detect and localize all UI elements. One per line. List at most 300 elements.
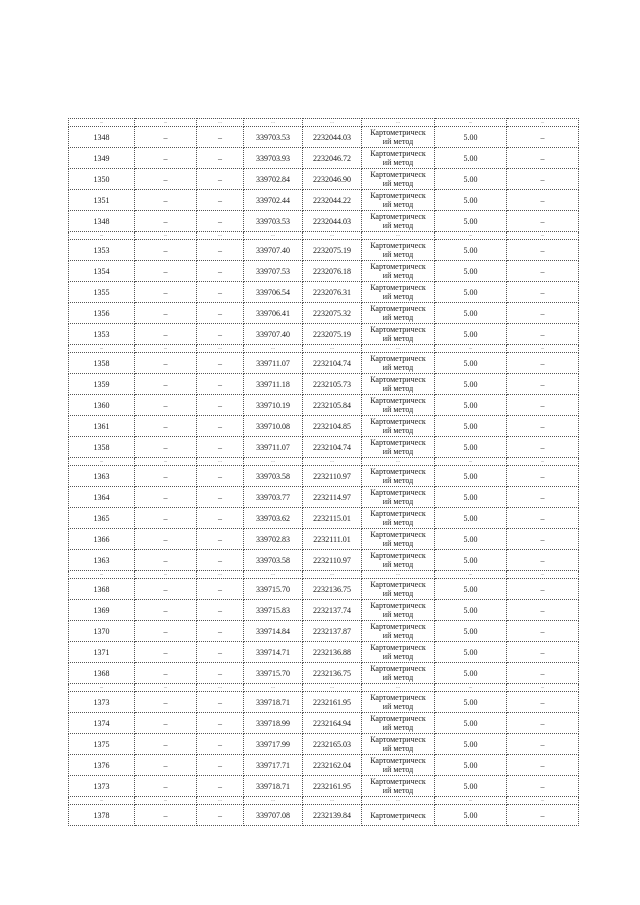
method-cell — [362, 692, 435, 713]
separator-cell: ... — [435, 458, 507, 466]
col8-cell: – — [507, 734, 579, 755]
point-number-cell: 1348 — [69, 211, 135, 232]
separator-cell: ... — [69, 345, 135, 353]
col2-cell: – — [135, 324, 197, 345]
y-coordinate-cell: 2232044.22 — [303, 190, 362, 211]
separator-cell: ... — [197, 797, 244, 805]
y-coordinate-cell: 2232075.19 — [303, 240, 362, 261]
method-line2: ий метод — [382, 200, 414, 209]
method-line2: ий метод — [382, 631, 414, 640]
method-line2: ий метод — [382, 426, 414, 435]
method-line1: Картометрическ — [370, 580, 426, 589]
point-number-cell: 1353 — [69, 324, 135, 345]
table-row — [69, 261, 579, 282]
method-line1: Картометрическ — [370, 664, 426, 673]
point-number-cell: 1375 — [69, 734, 135, 755]
col2-cell: – — [135, 127, 197, 148]
point-number-cell: 1358 — [69, 437, 135, 458]
method-line2: ий метод — [382, 476, 414, 485]
col3-cell: – — [197, 190, 244, 211]
col3-cell: – — [197, 713, 244, 734]
accuracy-cell: 5.00 — [435, 240, 507, 261]
y-coordinate-cell: 2232104.85 — [303, 416, 362, 437]
separator-cell: ... — [362, 345, 435, 353]
x-coordinate-cell: 339715.70 — [244, 663, 303, 684]
y-coordinate-cell: 2232164.94 — [303, 713, 362, 734]
y-coordinate-cell: 2232075.32 — [303, 303, 362, 324]
x-coordinate-cell: 339715.83 — [244, 600, 303, 621]
col2-cell: – — [135, 600, 197, 621]
accuracy-cell: 5.00 — [435, 211, 507, 232]
y-coordinate-cell: 2232111.01 — [303, 529, 362, 550]
method-line1: Картометрическ — [370, 735, 426, 744]
method-line1: Картометрическ — [370, 262, 426, 271]
method-line1: Картометрическ — [370, 551, 426, 560]
accuracy-cell: 5.00 — [435, 148, 507, 169]
method-cell — [362, 487, 435, 508]
col8-cell: – — [507, 324, 579, 345]
method-line2: ий метод — [382, 179, 414, 188]
table-row — [69, 466, 579, 487]
method-cell — [362, 374, 435, 395]
col2-cell: – — [135, 148, 197, 169]
separator-cell: ... — [435, 684, 507, 692]
separator-cell: ... — [69, 797, 135, 805]
accuracy-cell: 5.00 — [435, 805, 507, 826]
table-row — [69, 169, 579, 190]
col8-cell: – — [507, 466, 579, 487]
method-line1: Картометрическ — [370, 643, 426, 652]
method-line2: ий метод — [382, 744, 414, 753]
method-line2: ий метод — [382, 786, 414, 795]
x-coordinate-cell: 339714.71 — [244, 642, 303, 663]
table-row — [69, 755, 579, 776]
table-row — [69, 805, 579, 826]
x-coordinate-cell: 339707.40 — [244, 240, 303, 261]
x-coordinate-cell: 339717.99 — [244, 734, 303, 755]
y-coordinate-cell: 2232110.97 — [303, 550, 362, 571]
accuracy-cell: 5.00 — [435, 416, 507, 437]
coordinates-table — [68, 118, 579, 826]
x-coordinate-cell: 339715.70 — [244, 579, 303, 600]
col2-cell: – — [135, 663, 197, 684]
col2-cell: – — [135, 261, 197, 282]
table-row — [69, 282, 579, 303]
separator-cell: ... — [507, 571, 579, 579]
separator-cell: ... — [507, 458, 579, 466]
col3-cell: – — [197, 127, 244, 148]
col8-cell: – — [507, 190, 579, 211]
point-number-cell: 1363 — [69, 466, 135, 487]
point-number-cell: 1376 — [69, 755, 135, 776]
x-coordinate-cell: 339703.77 — [244, 487, 303, 508]
method-line1: Картометрическ — [370, 509, 426, 518]
col8-cell: – — [507, 776, 579, 797]
y-coordinate-cell: 2232105.84 — [303, 395, 362, 416]
method-cell — [362, 324, 435, 345]
y-coordinate-cell: 2232137.74 — [303, 600, 362, 621]
y-coordinate-cell: 2232136.75 — [303, 579, 362, 600]
col2-cell: – — [135, 240, 197, 261]
point-number-cell: 1355 — [69, 282, 135, 303]
method-line1: Картометрическ — [370, 149, 426, 158]
col3-cell: – — [197, 805, 244, 826]
col3-cell: – — [197, 416, 244, 437]
col2-cell: – — [135, 374, 197, 395]
col8-cell: – — [507, 437, 579, 458]
col8-cell: – — [507, 508, 579, 529]
table-row — [69, 437, 579, 458]
method-line1: Картометрическ — [370, 241, 426, 250]
separator-row — [69, 232, 579, 240]
y-coordinate-cell: 2232136.88 — [303, 642, 362, 663]
separator-cell: ... — [197, 571, 244, 579]
col3-cell: – — [197, 211, 244, 232]
separator-cell: ... — [244, 458, 303, 466]
point-number-cell: 1373 — [69, 776, 135, 797]
y-coordinate-cell: 2232104.74 — [303, 353, 362, 374]
col2-cell: – — [135, 466, 197, 487]
method-line2: ий метод — [382, 334, 414, 343]
coordinates-table-body — [69, 119, 579, 826]
col3-cell: – — [197, 755, 244, 776]
col2-cell: – — [135, 805, 197, 826]
separator-cell: ... — [69, 119, 135, 127]
x-coordinate-cell: 339707.53 — [244, 261, 303, 282]
x-coordinate-cell: 339718.71 — [244, 776, 303, 797]
col2-cell: – — [135, 508, 197, 529]
accuracy-cell: 5.00 — [435, 550, 507, 571]
col8-cell: – — [507, 353, 579, 374]
method-cell — [362, 755, 435, 776]
method-cell — [362, 416, 435, 437]
table-row — [69, 713, 579, 734]
col8-cell: – — [507, 642, 579, 663]
method-line1: Картометрическ — [370, 601, 426, 610]
accuracy-cell: 5.00 — [435, 374, 507, 395]
separator-row — [69, 458, 579, 466]
accuracy-cell: 5.00 — [435, 487, 507, 508]
method-line2: ий метод — [382, 250, 414, 259]
method-line2: ий метод — [382, 723, 414, 732]
x-coordinate-cell: 339718.71 — [244, 692, 303, 713]
method-cell — [362, 282, 435, 303]
table-row — [69, 148, 579, 169]
method-line2: ий метод — [382, 363, 414, 372]
method-line2: ий метод — [382, 384, 414, 393]
col3-cell: – — [197, 282, 244, 303]
x-coordinate-cell: 339707.40 — [244, 324, 303, 345]
col8-cell: – — [507, 211, 579, 232]
x-coordinate-cell: 339706.41 — [244, 303, 303, 324]
x-coordinate-cell: 339703.58 — [244, 550, 303, 571]
col2-cell: – — [135, 395, 197, 416]
method-cell — [362, 550, 435, 571]
method-line1: Картометрическ — [370, 325, 426, 334]
col2-cell: – — [135, 353, 197, 374]
x-coordinate-cell: 339702.44 — [244, 190, 303, 211]
y-coordinate-cell: 2232137.87 — [303, 621, 362, 642]
method-line2: ий метод — [382, 702, 414, 711]
separator-cell: ... — [303, 458, 362, 466]
col8-cell: – — [507, 487, 579, 508]
table-row — [69, 776, 579, 797]
y-coordinate-cell: 2232046.72 — [303, 148, 362, 169]
table-row — [69, 734, 579, 755]
method-line1: Картометрическ — [370, 622, 426, 631]
col3-cell: – — [197, 324, 244, 345]
col3-cell: – — [197, 261, 244, 282]
x-coordinate-cell: 339707.08 — [244, 805, 303, 826]
separator-cell: ... — [135, 345, 197, 353]
separator-cell: ... — [197, 232, 244, 240]
col2-cell: – — [135, 621, 197, 642]
method-line1: Картометрическ — [370, 283, 426, 292]
separator-cell: ... — [303, 232, 362, 240]
separator-row — [69, 345, 579, 353]
x-coordinate-cell: 339703.62 — [244, 508, 303, 529]
point-number-cell: 1378 — [69, 805, 135, 826]
x-coordinate-cell: 339710.08 — [244, 416, 303, 437]
table-row — [69, 324, 579, 345]
y-coordinate-cell: 2232076.31 — [303, 282, 362, 303]
table-row — [69, 508, 579, 529]
point-number-cell: 1363 — [69, 550, 135, 571]
method-cell — [362, 169, 435, 190]
separator-cell: ... — [362, 232, 435, 240]
col3-cell: – — [197, 776, 244, 797]
col2-cell: – — [135, 487, 197, 508]
separator-cell: ... — [135, 684, 197, 692]
table-row — [69, 663, 579, 684]
col2-cell: – — [135, 169, 197, 190]
point-number-cell: 1359 — [69, 374, 135, 395]
col3-cell: – — [197, 600, 244, 621]
method-line2: ий метод — [382, 292, 414, 301]
accuracy-cell: 5.00 — [435, 692, 507, 713]
method-cell — [362, 466, 435, 487]
method-line2: ий метод — [382, 539, 414, 548]
accuracy-cell: 5.00 — [435, 529, 507, 550]
method-line1: Картометрическ — [370, 438, 426, 447]
separator-cell: ... — [435, 797, 507, 805]
separator-cell: ... — [435, 119, 507, 127]
accuracy-cell: 5.00 — [435, 282, 507, 303]
point-number-cell: 1350 — [69, 169, 135, 190]
col3-cell: – — [197, 508, 244, 529]
separator-cell: ... — [435, 345, 507, 353]
method-line1: Картометрическ — [370, 714, 426, 723]
method-cell — [362, 127, 435, 148]
method-cell — [362, 579, 435, 600]
col8-cell: – — [507, 805, 579, 826]
col2-cell: – — [135, 437, 197, 458]
accuracy-cell: 5.00 — [435, 755, 507, 776]
method-line2: ий метод — [382, 652, 414, 661]
table-row — [69, 416, 579, 437]
method-cell — [362, 508, 435, 529]
col8-cell: – — [507, 713, 579, 734]
separator-row — [69, 571, 579, 579]
separator-cell: ... — [435, 571, 507, 579]
separator-cell: ... — [69, 232, 135, 240]
method-line1: Картометрическ — [370, 191, 426, 200]
separator-cell: ... — [435, 232, 507, 240]
table-row — [69, 127, 579, 148]
col3-cell: – — [197, 642, 244, 663]
separator-row — [69, 797, 579, 805]
point-number-cell: 1364 — [69, 487, 135, 508]
col2-cell: – — [135, 282, 197, 303]
point-number-cell: 1368 — [69, 663, 135, 684]
method-line2: ий метод — [382, 765, 414, 774]
method-cell — [362, 148, 435, 169]
method-cell — [362, 776, 435, 797]
separator-row — [69, 119, 579, 127]
method-line1: Картометрическ — [370, 354, 426, 363]
col2-cell: – — [135, 190, 197, 211]
point-number-cell: 1371 — [69, 642, 135, 663]
table-row — [69, 529, 579, 550]
col8-cell: – — [507, 374, 579, 395]
accuracy-cell: 5.00 — [435, 261, 507, 282]
separator-cell: ... — [69, 571, 135, 579]
method-cell — [362, 663, 435, 684]
method-cell — [362, 642, 435, 663]
table-row — [69, 579, 579, 600]
y-coordinate-cell: 2232104.74 — [303, 437, 362, 458]
method-line1: Картометрическ — [370, 212, 426, 221]
col8-cell: – — [507, 600, 579, 621]
col2-cell: – — [135, 692, 197, 713]
point-number-cell: 1358 — [69, 353, 135, 374]
separator-cell: ... — [135, 232, 197, 240]
separator-cell: ... — [362, 119, 435, 127]
accuracy-cell: 5.00 — [435, 579, 507, 600]
table-row — [69, 600, 579, 621]
x-coordinate-cell: 339711.18 — [244, 374, 303, 395]
accuracy-cell: 5.00 — [435, 437, 507, 458]
accuracy-cell: 5.00 — [435, 776, 507, 797]
separator-cell: ... — [244, 119, 303, 127]
method-cell — [362, 805, 435, 826]
col8-cell: – — [507, 127, 579, 148]
accuracy-cell: 5.00 — [435, 190, 507, 211]
table-row — [69, 395, 579, 416]
separator-cell: ... — [362, 571, 435, 579]
table-row — [69, 211, 579, 232]
method-line1: Картометрическ — [370, 304, 426, 313]
separator-cell: ... — [197, 345, 244, 353]
x-coordinate-cell: 339703.53 — [244, 127, 303, 148]
separator-cell: ... — [303, 684, 362, 692]
separator-cell: ... — [244, 571, 303, 579]
separator-cell: ... — [303, 345, 362, 353]
table-row — [69, 240, 579, 261]
col3-cell: – — [197, 148, 244, 169]
separator-cell: ... — [303, 571, 362, 579]
table-row — [69, 550, 579, 571]
method-line1: Картометрическ — [370, 810, 426, 820]
x-coordinate-cell: 339702.84 — [244, 169, 303, 190]
y-coordinate-cell: 2232046.90 — [303, 169, 362, 190]
y-coordinate-cell: 2232115.01 — [303, 508, 362, 529]
col2-cell: – — [135, 416, 197, 437]
point-number-cell: 1354 — [69, 261, 135, 282]
col3-cell: – — [197, 487, 244, 508]
col3-cell: – — [197, 466, 244, 487]
method-line2: ий метод — [382, 673, 414, 682]
accuracy-cell: 5.00 — [435, 466, 507, 487]
method-line2: ий метод — [382, 497, 414, 506]
method-cell — [362, 190, 435, 211]
method-cell — [362, 713, 435, 734]
y-coordinate-cell: 2232105.73 — [303, 374, 362, 395]
y-coordinate-cell: 2232162.04 — [303, 755, 362, 776]
col3-cell: – — [197, 395, 244, 416]
col8-cell: – — [507, 692, 579, 713]
separator-cell: ... — [197, 458, 244, 466]
table-row — [69, 374, 579, 395]
point-number-cell: 1349 — [69, 148, 135, 169]
method-line2: ий метод — [382, 560, 414, 569]
col8-cell: – — [507, 621, 579, 642]
method-line1: Картометрическ — [370, 530, 426, 539]
method-cell — [362, 240, 435, 261]
method-line2: ий метод — [382, 518, 414, 527]
x-coordinate-cell: 339714.84 — [244, 621, 303, 642]
method-line1: Картометрическ — [370, 396, 426, 405]
x-coordinate-cell: 339711.07 — [244, 353, 303, 374]
method-line1: Картометрическ — [370, 375, 426, 384]
col8-cell: – — [507, 416, 579, 437]
accuracy-cell: 5.00 — [435, 127, 507, 148]
col8-cell: – — [507, 550, 579, 571]
method-line1: Картометрическ — [370, 170, 426, 179]
table-row — [69, 353, 579, 374]
col8-cell: – — [507, 303, 579, 324]
col3-cell: – — [197, 529, 244, 550]
method-line2: ий метод — [382, 589, 414, 598]
col3-cell: – — [197, 734, 244, 755]
method-line1: Картометрическ — [370, 693, 426, 702]
method-line2: ий метод — [382, 610, 414, 619]
col8-cell: – — [507, 240, 579, 261]
separator-cell: ... — [244, 797, 303, 805]
method-cell — [362, 211, 435, 232]
point-number-cell: 1374 — [69, 713, 135, 734]
point-number-cell: 1373 — [69, 692, 135, 713]
y-coordinate-cell: 2232076.18 — [303, 261, 362, 282]
col3-cell: – — [197, 303, 244, 324]
point-number-cell: 1353 — [69, 240, 135, 261]
x-coordinate-cell: 339703.53 — [244, 211, 303, 232]
col2-cell: – — [135, 734, 197, 755]
col8-cell: – — [507, 395, 579, 416]
separator-cell: ... — [135, 458, 197, 466]
col2-cell: – — [135, 303, 197, 324]
accuracy-cell: 5.00 — [435, 169, 507, 190]
table-row — [69, 487, 579, 508]
separator-cell: ... — [69, 458, 135, 466]
accuracy-cell: 5.00 — [435, 642, 507, 663]
method-cell — [362, 437, 435, 458]
method-line2: ий метод — [382, 405, 414, 414]
col8-cell: – — [507, 148, 579, 169]
method-line2: ий метод — [382, 221, 414, 230]
y-coordinate-cell: 2232114.97 — [303, 487, 362, 508]
point-number-cell: 1351 — [69, 190, 135, 211]
